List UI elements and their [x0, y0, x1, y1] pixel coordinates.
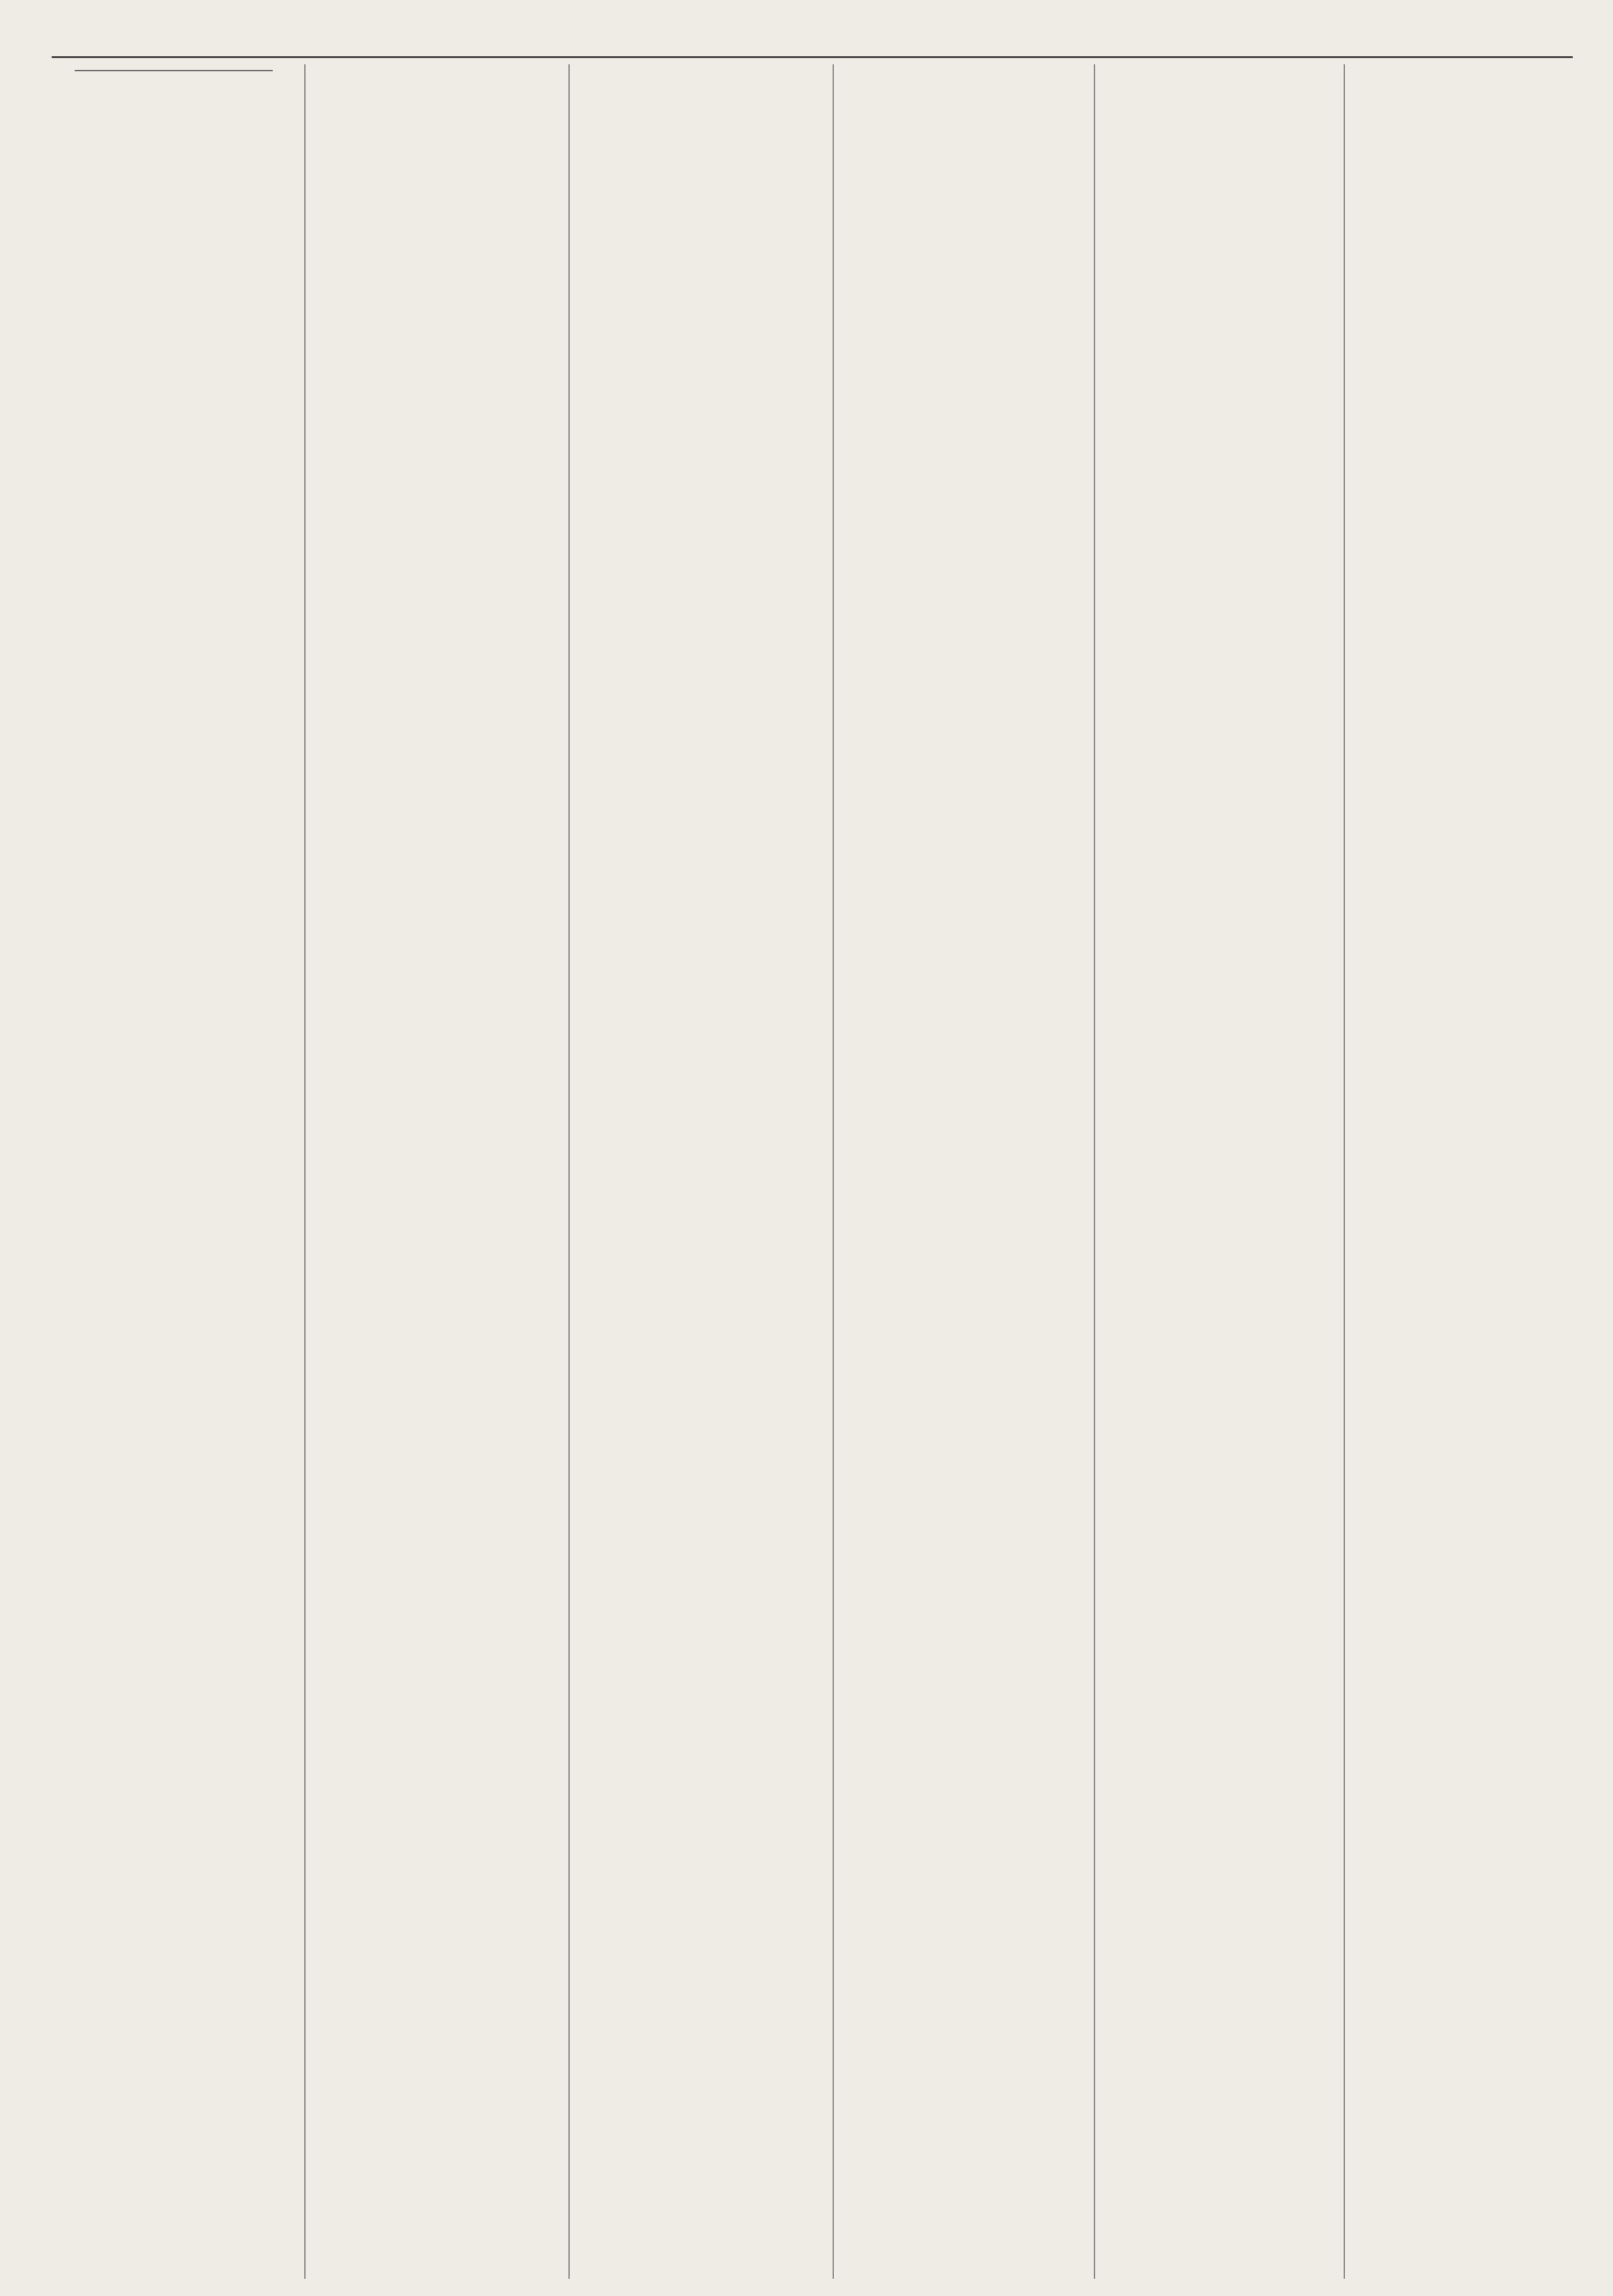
column-6	[1352, 64, 1573, 2279]
column-rule	[304, 64, 305, 2279]
column-rule	[568, 64, 570, 2279]
column-1	[52, 64, 296, 2279]
column-2	[313, 64, 560, 2279]
column-rule	[833, 64, 834, 2279]
main-prizes-table	[841, 69, 875, 76]
column-5-lottery	[1103, 64, 1335, 2279]
column-rule	[1344, 64, 1345, 2279]
column-rule	[1094, 64, 1095, 2279]
column-4	[841, 64, 1085, 2279]
column-3	[577, 64, 824, 2279]
page-header	[52, 16, 1573, 58]
divider	[75, 70, 273, 71]
